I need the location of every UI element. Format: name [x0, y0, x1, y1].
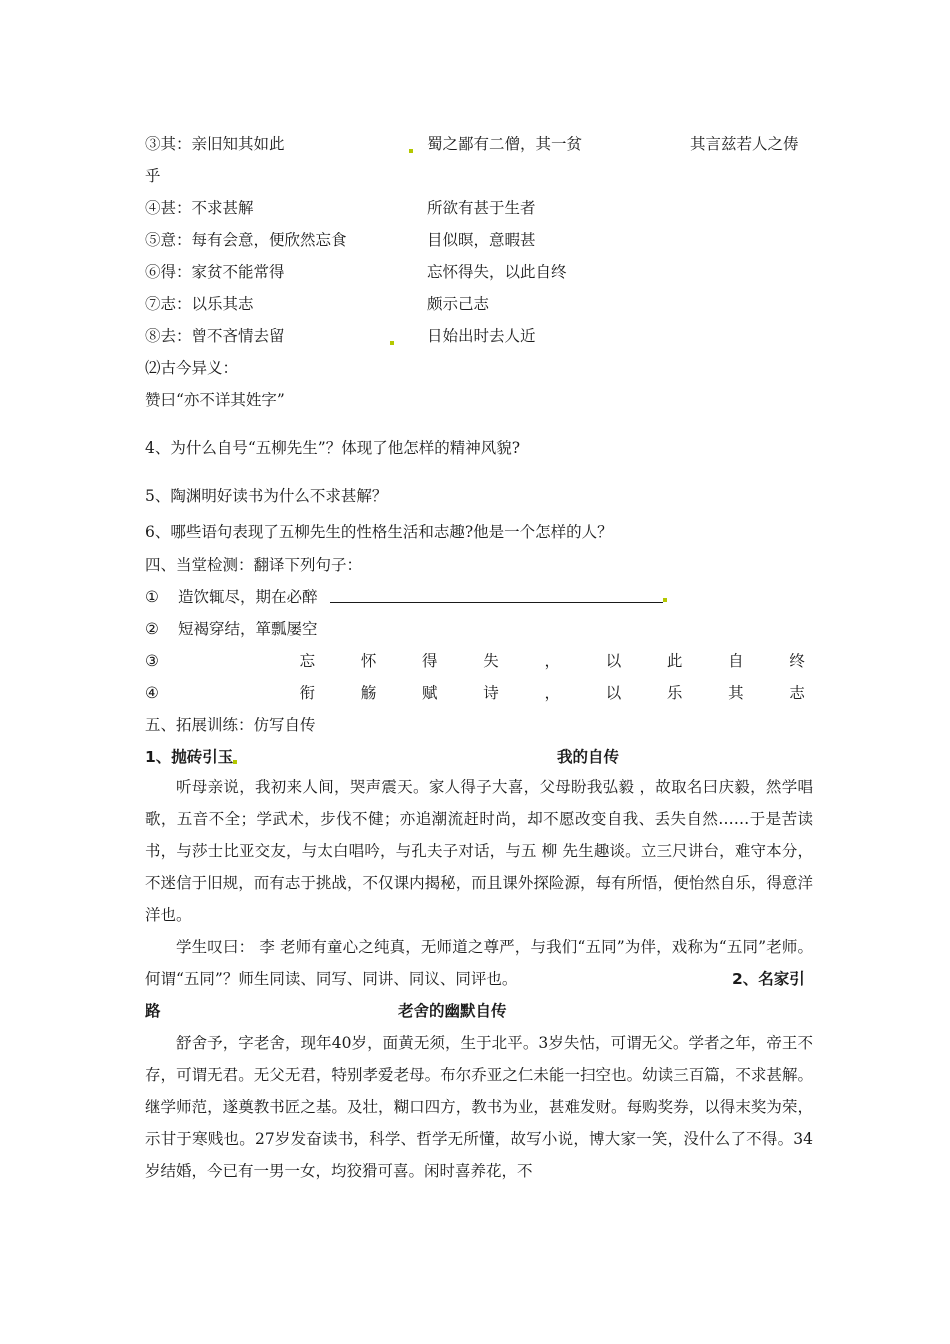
question-6: 6、哪些语句表现了五柳先生的性格生活和志趣?他是一个怎样的人？: [145, 523, 613, 541]
essay-1-paragraph-2: 学生叹曰： 李 老师有童心之纯真，无师道之尊严，与我们“五同”为伴，戏称为“五同”老师。何谓“五同”？师生同读、同写、同讲、同议、同评也。: [145, 938, 813, 988]
vocab-3-example-c: 其言兹若人之俦: [690, 135, 799, 153]
translate-2-text: 短褐穿结，箪瓢屡空: [178, 620, 318, 638]
answer-blank-line: [330, 602, 663, 603]
vocab-8-label: ⑧去：曾不吝情去留: [145, 327, 285, 345]
essay-2-paragraph: 舒舍予，字老舍，现年40岁，面黄无须，生于北平。3岁失怙，可谓无父。学者之年，帝王不存，可谓无君。无父无君，特别孝爱老母。布尔乔亚之仁未能一扫空也。幼读三百篇，不求甚解。继学师范，遂奠教书匠之基。及壮，糊口四方，教书为业，甚难发财。每购奖券，以得末奖为荣，示甘于寒贱也。27岁发奋读书，科学、哲学无所懂，故写小说，博大家一笑，没什么了不得。34岁结婚，今已有一男一女，均狡猾可喜。闲时喜养花，不: [145, 1034, 813, 1180]
essay-2-title: 老舍的幽默自传: [398, 1002, 507, 1020]
vocab-3-label: ③其：亲旧知其如此: [145, 135, 285, 153]
vocab-7-example: 颇示己志: [427, 295, 490, 313]
vocab-8-example: 日始出时去人近: [427, 327, 536, 345]
marker-dot: [409, 149, 413, 153]
subheading-1: 1、抛砖引玉: [145, 748, 234, 766]
subheading-2-wrap: 路: [145, 1002, 161, 1020]
vocab-3-wrap: 乎: [145, 167, 161, 185]
translate-2-number: ②: [145, 620, 159, 638]
vocab-5-example: 目似暝，意暇甚: [427, 231, 536, 249]
translate-4-line: ④ 衔 觞 赋 诗 ， 以 乐 其 志: [145, 684, 805, 702]
marker-dot: [233, 760, 237, 764]
subheading-2: 2、名家引: [732, 970, 805, 988]
vocab-6-example: 忘怀得失，以此自终: [427, 263, 567, 281]
vocab-6-label: ⑥得：家贫不能常得: [145, 263, 285, 281]
translate-1-number: ①: [145, 588, 159, 606]
vocab-5-label: ⑤意：每有会意，便欣然忘食: [145, 231, 347, 249]
translate-1-text: 造饮辄尽，期在必醉: [178, 588, 318, 606]
question-4: 4、为什么自号“五柳先生”？体现了他怎样的精神风貌?: [145, 439, 521, 457]
vocab-4-label: ④甚：不求甚解: [145, 199, 254, 217]
gujin-heading: ⑵古今异义：: [145, 359, 239, 377]
zan-line: 赞曰“亦不详其姓字”: [145, 391, 285, 409]
marker-dot: [390, 341, 394, 345]
vocab-4-example: 所欲有甚于生者: [427, 199, 536, 217]
vocab-7-label: ⑦志：以乐其志: [145, 295, 254, 313]
question-5: 5、陶渊明好读书为什么不求甚解？: [145, 487, 388, 505]
marker-dot: [663, 598, 667, 602]
essay-1-title: 我的自传: [557, 748, 620, 766]
essay-1-paragraph-1: 听母亲说，我初来人间，哭声震天。家人得子大喜，父母盼我弘毅 ，故取名曰庆毅，然学唱歌，五音不全；学武术，步伐不健；亦追潮流赶时尚，却不愿改变自我、丢失自然……于是苦读书，与莎士比亚交友，与太白唱吟，与孔夫子对话，与五 柳 先生趣谈。立三尺讲台，难守本分，不迷信于旧规，而有志于挑战，不仅课内揭秘，而且课外探险源，每有所悟，便怡然自乐，得意洋洋也。: [145, 778, 813, 924]
section-4-heading: 四、当堂检测：翻译下列句子：: [145, 556, 363, 574]
section-5-heading: 五、拓展训练：仿写自传: [145, 716, 316, 734]
vocab-3-example-b: 蜀之鄙有二僧，其一贫: [427, 135, 583, 153]
translate-3-line: ③ 忘 怀 得 失 ， 以 此 自 终: [145, 652, 805, 670]
